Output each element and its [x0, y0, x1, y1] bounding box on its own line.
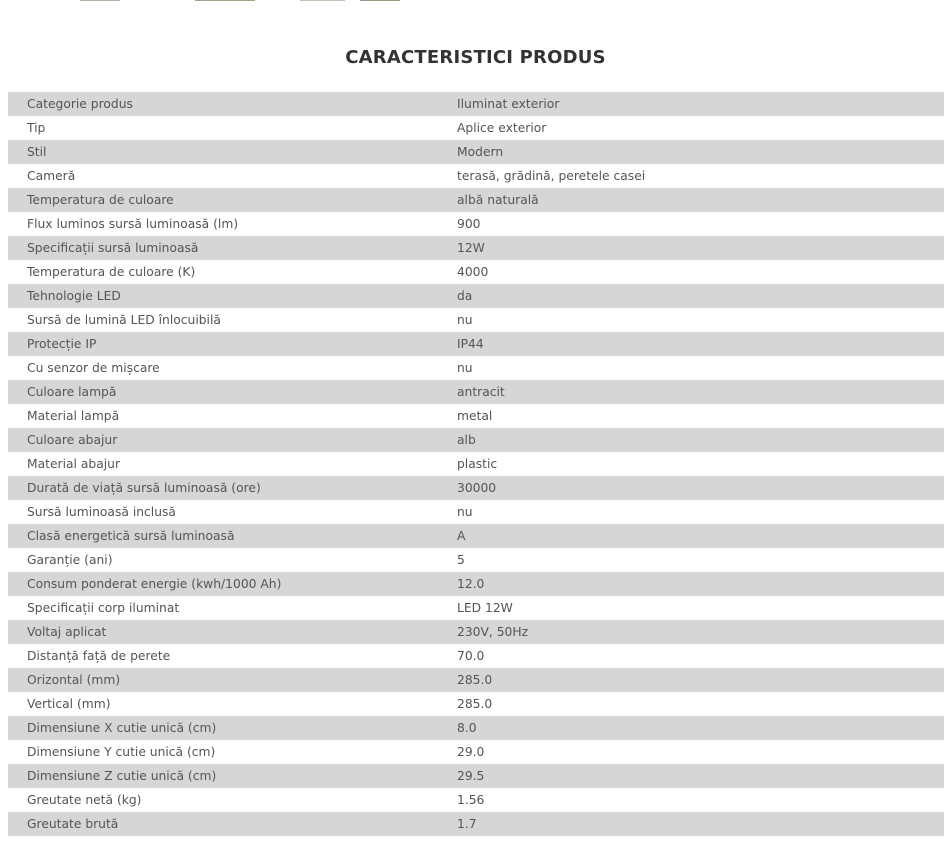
spec-label: Material abajur [27, 457, 121, 471]
spec-row [8, 236, 944, 260]
spec-label: Vertical (mm) [27, 697, 111, 711]
spec-row [8, 692, 944, 716]
spec-label: Greutate netă (kg) [27, 793, 142, 807]
spec-label: Specificații sursă luminoasă [27, 241, 199, 255]
spec-row [8, 164, 944, 188]
spec-row [8, 428, 944, 452]
spec-label: Specificații corp iluminat [27, 601, 180, 615]
spec-row [8, 668, 944, 692]
spec-row [8, 764, 944, 788]
top-image-strip [0, 0, 951, 2]
spec-row [8, 116, 944, 140]
spec-label: Sursă de lumină LED înlocuibilă [27, 313, 221, 327]
spec-value: LED 12W [457, 601, 513, 615]
spec-row [8, 596, 944, 620]
spec-row [8, 404, 944, 428]
spec-row [8, 332, 944, 356]
spec-row [8, 308, 944, 332]
spec-label: Culoare lampă [27, 385, 117, 399]
spec-value: 285.0 [457, 673, 493, 687]
spec-label: Voltaj aplicat [27, 625, 107, 639]
spec-value: 29.5 [457, 769, 485, 783]
spec-label: Categorie produs [27, 97, 133, 111]
spec-label: Dimensiune X cutie unică (cm) [27, 721, 217, 735]
spec-row [8, 380, 944, 404]
spec-row [8, 572, 944, 596]
spec-value: antracit [457, 385, 505, 399]
spec-label: Temperatura de culoare (K) [27, 265, 196, 279]
spec-label: Sursă luminoasă inclusă [27, 505, 176, 519]
spec-label: Orizontal (mm) [27, 673, 121, 687]
spec-row [8, 548, 944, 572]
spec-label: Consum ponderat energie (kwh/1000 Ah) [27, 577, 282, 591]
spec-label: Greutate brută [27, 817, 119, 831]
spec-value: plastic [457, 457, 498, 471]
spec-value: 900 [457, 217, 481, 231]
spec-value: 12W [457, 241, 485, 255]
spec-label: Cameră [27, 169, 76, 183]
spec-value: Modern [457, 145, 504, 159]
spec-value: 8.0 [457, 721, 477, 735]
spec-row [8, 188, 944, 212]
spec-row [8, 812, 944, 836]
section-title: CARACTERISTICI PRODUS [345, 47, 606, 69]
spec-value: metal [457, 409, 493, 423]
spec-value: Aplice exterior [457, 121, 547, 135]
spec-value: 1.7 [457, 817, 477, 831]
spec-value: 12.0 [457, 577, 485, 591]
spec-value: terasă, grădină, peretele casei [457, 169, 646, 183]
spec-row [8, 788, 944, 812]
spec-value: 29.0 [457, 745, 485, 759]
spec-label: Protecție IP [27, 337, 97, 351]
spec-row [8, 620, 944, 644]
spec-value: 1.56 [457, 793, 485, 807]
spec-value: A [457, 529, 466, 543]
spec-row [8, 644, 944, 668]
spec-label: Dimensiune Z cutie unică (cm) [27, 769, 217, 783]
spec-row [8, 476, 944, 500]
spec-label: Flux luminos sursă luminoasă (lm) [27, 217, 239, 231]
spec-label: Material lampă [27, 409, 120, 423]
spec-value: 30000 [457, 481, 497, 495]
spec-label: Tehnologie LED [27, 289, 121, 303]
spec-value: nu [457, 313, 473, 327]
spec-value: 70.0 [457, 649, 485, 663]
spec-row [8, 452, 944, 476]
spec-label: Cu senzor de mișcare [27, 361, 160, 375]
spec-row [8, 740, 944, 764]
spec-label: Tip [27, 121, 46, 135]
spec-value: 5 [457, 553, 465, 567]
spec-value: da [457, 289, 473, 303]
spec-value: IP44 [457, 337, 484, 351]
spec-row [8, 284, 944, 308]
spec-row [8, 716, 944, 740]
spec-row [8, 140, 944, 164]
spec-label: Dimensiune Y cutie unică (cm) [27, 745, 216, 759]
spec-row [8, 92, 944, 116]
spec-label: Garanție (ani) [27, 553, 113, 567]
spec-value: 230V, 50Hz [457, 625, 529, 639]
spec-value: nu [457, 505, 473, 519]
spec-row [8, 500, 944, 524]
spec-label: Clasă energetică sursă luminoasă [27, 529, 235, 543]
spec-value: nu [457, 361, 473, 375]
spec-value: 4000 [457, 265, 489, 279]
spec-value: alb [457, 433, 476, 447]
spec-row [8, 524, 944, 548]
spec-row [8, 356, 944, 380]
spec-row [8, 260, 944, 284]
specifications-table [8, 92, 944, 836]
spec-label: Stil [27, 145, 47, 159]
spec-row [8, 212, 944, 236]
spec-value: albă naturală [457, 193, 539, 207]
spec-label: Durată de viață sursă luminoasă (ore) [27, 481, 261, 495]
spec-label: Distanță față de perete [27, 649, 171, 663]
spec-label: Culoare abajur [27, 433, 118, 447]
spec-label: Temperatura de culoare [27, 193, 174, 207]
spec-value: Iluminat exterior [457, 97, 560, 111]
spec-value: 285.0 [457, 697, 493, 711]
